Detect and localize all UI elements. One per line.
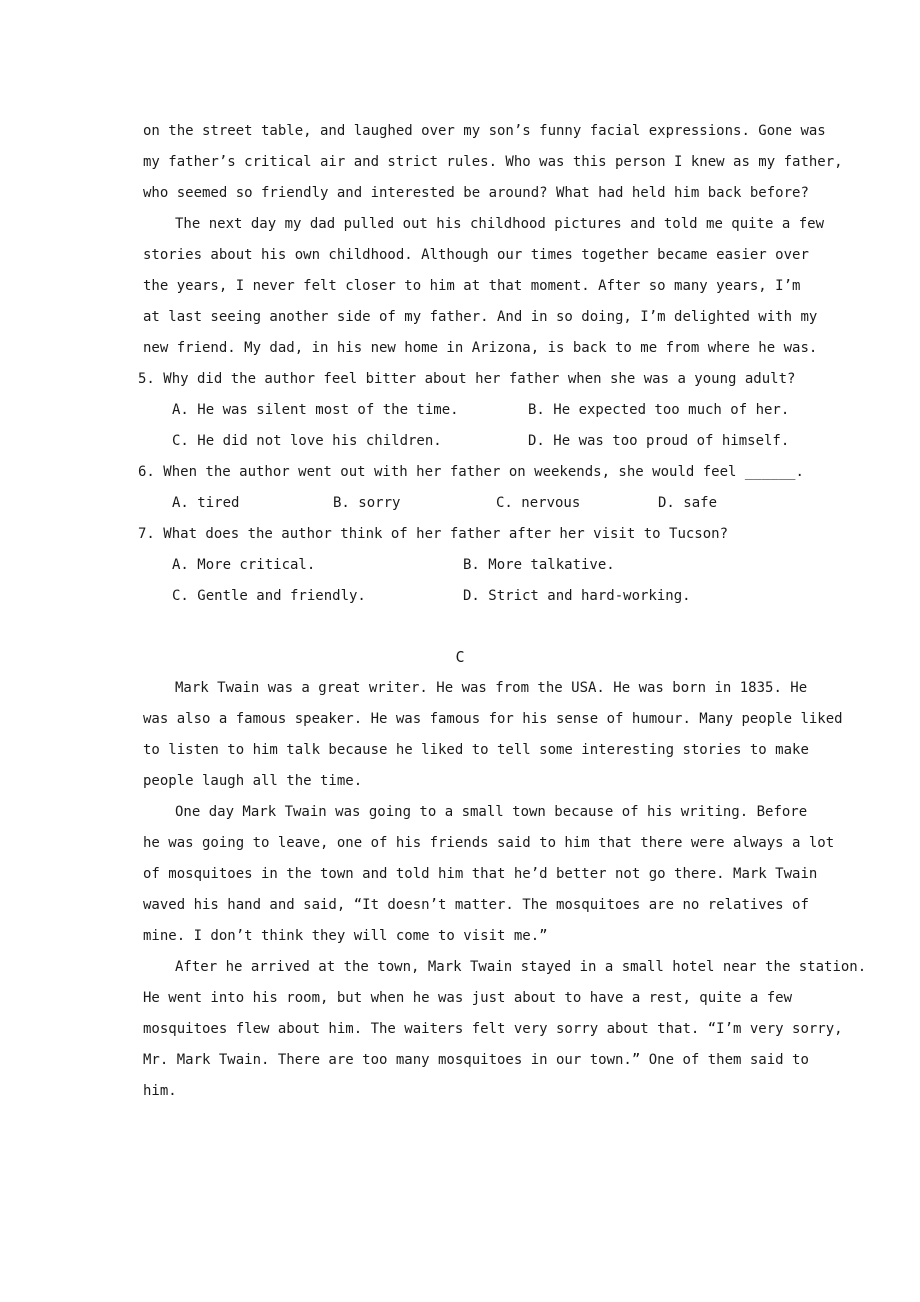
paragraph-line: at last seeing another side of my father. And in so doing, I’m delighted with my (143, 309, 818, 325)
option-c: C. nervous (496, 495, 581, 511)
paragraph-line: mine. I don’t think they will come to visit me.” (143, 928, 548, 944)
option-b: B. He expected too much of her. (528, 402, 790, 418)
paragraph-line: waved his hand and said, “It doesn’t matter. The mosquitoes are no relatives of (143, 897, 809, 913)
paragraph-line: on the street table, and laughed over my son’s funny facial expressions. Gone was (143, 123, 826, 139)
paragraph-line: who seemed so friendly and interested be around? What had held him back before? (143, 185, 809, 201)
question-stem: 5. Why did the author feel bitter about her father when she was a young adult? (138, 371, 796, 387)
option-a: A. More critical. (172, 557, 316, 573)
paragraph-line: of mosquitoes in the town and told him that he’d better not go there. Mark Twain (143, 866, 818, 882)
option-d: D. safe (658, 495, 718, 511)
paragraph-line: to listen to him talk because he liked to tell some interesting stories to make (143, 742, 809, 758)
paragraph-line: The next day my dad pulled out his childhood pictures and told me quite a few (175, 216, 825, 232)
paragraph-line: new friend. My dad, in his new home in Arizona, is back to me from where he was. (143, 340, 818, 356)
question-stem: 6. When the author went out with her father on weekends, she would feel ______. (138, 464, 804, 480)
paragraph-line: After he arrived at the town, Mark Twain stayed in a small hotel near the station. (175, 959, 867, 975)
paragraph-line: he was going to leave, one of his friends said to him that there were always a lot (143, 835, 835, 851)
paragraph-line: mosquitoes flew about him. The waiters felt very sorry about that. “I’m very sorry, (143, 1021, 843, 1037)
option-a: A. He was silent most of the time. (172, 402, 459, 418)
paragraph-line: him. (143, 1083, 177, 1099)
option-d: D. He was too proud of himself. (528, 433, 790, 449)
option-c: C. He did not love his children. (172, 433, 442, 449)
paragraph-line: Mr. Mark Twain. There are too many mosquitoes in our town.” One of them said to (143, 1052, 809, 1068)
option-a: A. tired (172, 495, 240, 511)
option-c: C. Gentle and friendly. (172, 588, 366, 604)
paragraph-line: the years, I never felt closer to him at that moment. After so many years, I’m (143, 278, 801, 294)
paragraph-line: was also a famous speaker. He was famous for his sense of humour. Many people liked (143, 711, 843, 727)
paragraph-line: He went into his room, but when he was just about to have a rest, quite a few (143, 990, 793, 1006)
paragraph-line: Mark Twain was a great writer. He was from the USA. He was born in 1835. He (175, 680, 808, 696)
paragraph-line: people laugh all the time. (143, 773, 363, 789)
paragraph-line: One day Mark Twain was going to a small town because of his writing. Before (175, 804, 808, 820)
option-b: B. More talkative. (463, 557, 615, 573)
option-b: B. sorry (333, 495, 401, 511)
option-d: D. Strict and hard-working. (463, 588, 691, 604)
paragraph-line: my father’s critical air and strict rules. Who was this person I knew as my father, (143, 154, 843, 170)
question-stem: 7. What does the author think of her father after her visit to Tucson? (138, 526, 729, 542)
paragraph-line: stories about his own childhood. Although our times together became easier over (143, 247, 809, 263)
section-title: C (455, 648, 465, 666)
